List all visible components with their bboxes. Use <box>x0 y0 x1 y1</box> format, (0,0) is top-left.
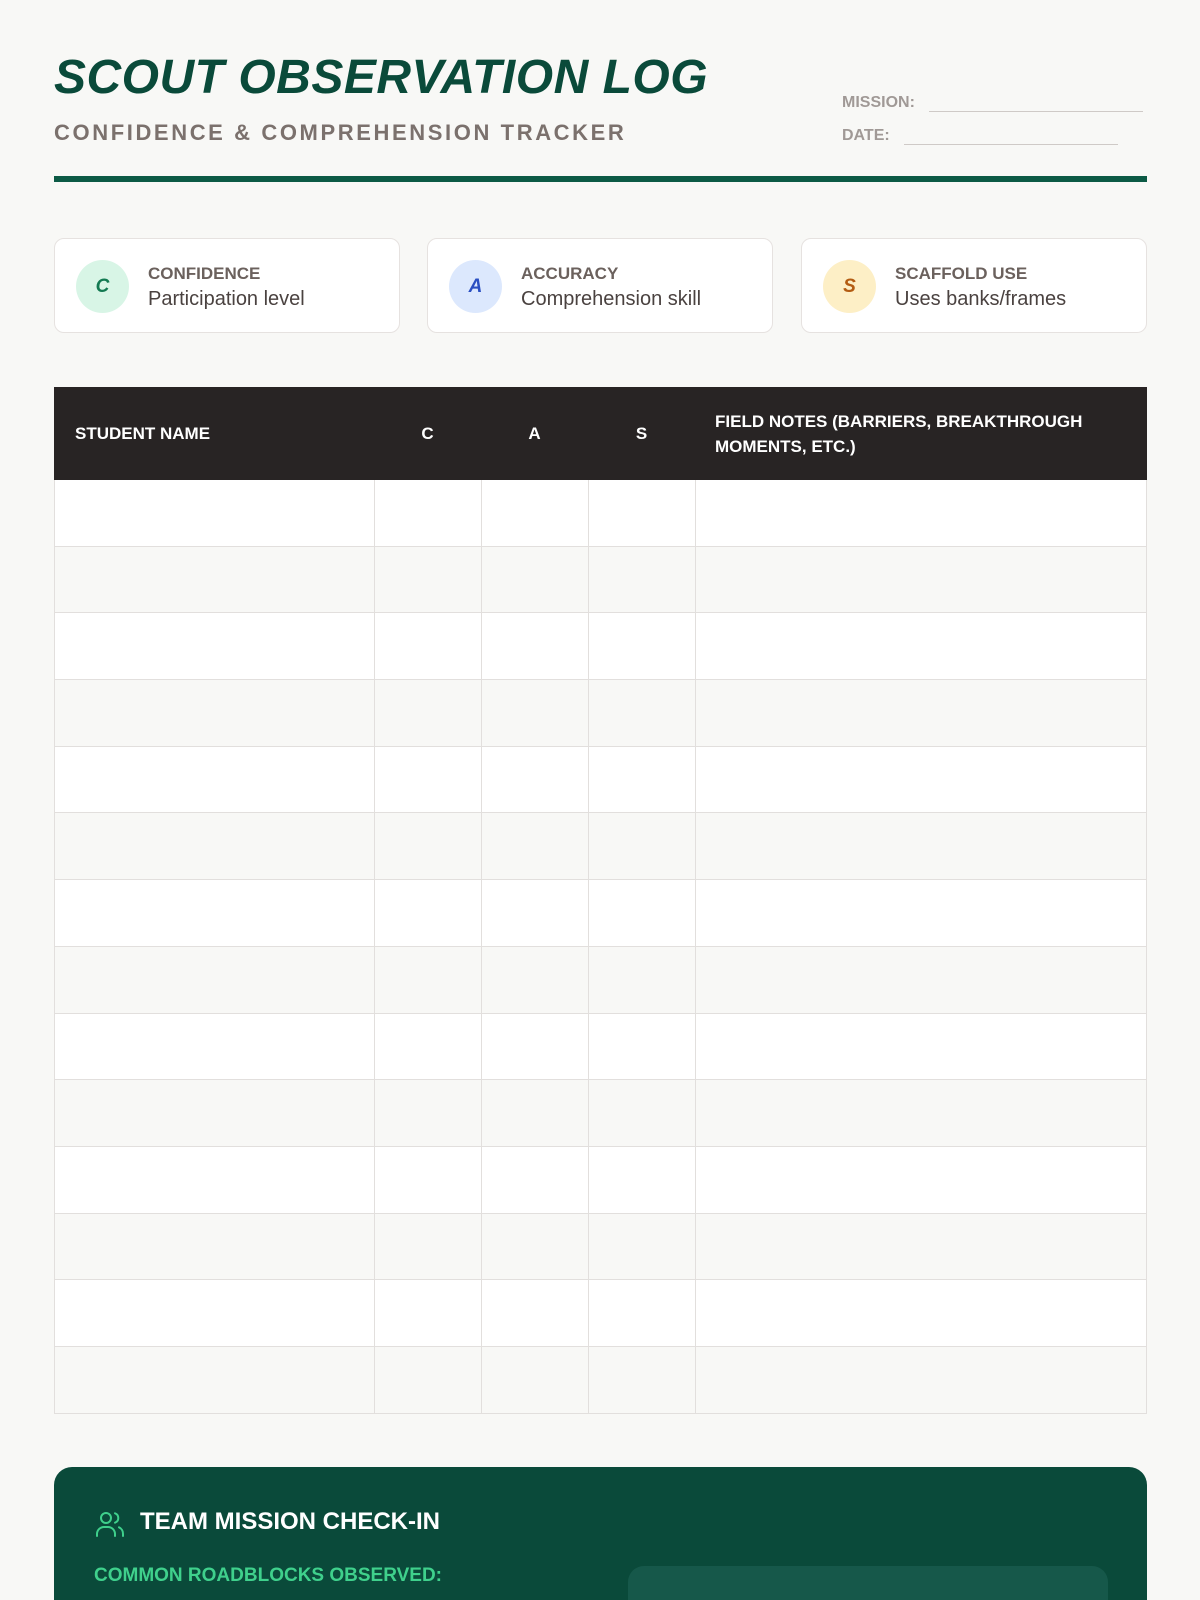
student-name-cell[interactable] <box>55 547 375 613</box>
scaffold-cell[interactable] <box>589 1347 696 1413</box>
legend-card-description: Participation level <box>148 288 305 310</box>
table-row <box>55 680 1146 747</box>
scaffold-cell[interactable] <box>589 547 696 613</box>
table-row <box>55 547 1146 614</box>
confidence-cell[interactable] <box>375 947 482 1013</box>
confidence-cell[interactable] <box>375 880 482 946</box>
confidence-cell[interactable] <box>375 480 482 546</box>
column-header-scaffold: S <box>635 423 648 443</box>
field-notes-cell[interactable] <box>696 880 1146 946</box>
table-row <box>55 1014 1146 1081</box>
student-name-cell[interactable] <box>55 947 375 1013</box>
page-title: SCOUT OBSERVATION LOG <box>54 51 709 104</box>
legend-card-confidence <box>54 238 400 333</box>
legend-card-title: CONFIDENCE <box>148 264 261 283</box>
confidence-cell[interactable] <box>375 1147 482 1213</box>
scaffold-cell[interactable] <box>589 680 696 746</box>
team-mission-check-in <box>54 1467 1147 1600</box>
table-row <box>55 613 1146 680</box>
confidence-cell[interactable] <box>375 1214 482 1280</box>
field-notes-cell[interactable] <box>696 680 1146 746</box>
table-row <box>55 1214 1146 1281</box>
accuracy-cell[interactable] <box>482 1347 589 1413</box>
table-row <box>55 880 1146 947</box>
scaffold-cell[interactable] <box>589 880 696 946</box>
header <box>54 48 1147 184</box>
roadblocks-label: COMMON ROADBLOCKS OBSERVED: <box>94 1565 442 1586</box>
student-name-cell[interactable] <box>55 1280 375 1346</box>
legend-card-scaffold-use <box>801 238 1147 333</box>
student-name-cell[interactable] <box>55 480 375 546</box>
scaffold-badge-icon: S <box>823 260 876 313</box>
accuracy-badge-icon: A <box>449 260 502 313</box>
student-name-cell[interactable] <box>55 747 375 813</box>
student-name-cell[interactable] <box>55 680 375 746</box>
field-notes-cell[interactable] <box>696 1147 1146 1213</box>
team-notes-box[interactable] <box>628 1566 1108 1600</box>
accuracy-cell[interactable] <box>482 1080 589 1146</box>
accuracy-cell[interactable] <box>482 813 589 879</box>
team-section-title: TEAM MISSION CHECK-IN <box>140 1508 440 1535</box>
column-header-student-name: STUDENT NAME <box>75 423 211 443</box>
scaffold-cell[interactable] <box>589 813 696 879</box>
confidence-cell[interactable] <box>375 747 482 813</box>
student-name-cell[interactable] <box>55 1214 375 1280</box>
accuracy-cell[interactable] <box>482 1014 589 1080</box>
scaffold-cell[interactable] <box>589 1147 696 1213</box>
accuracy-cell[interactable] <box>482 547 589 613</box>
scaffold-cell[interactable] <box>589 947 696 1013</box>
legend <box>54 238 1147 333</box>
accuracy-cell[interactable] <box>482 947 589 1013</box>
scaffold-cell[interactable] <box>589 613 696 679</box>
table-row <box>55 747 1146 814</box>
scaffold-cell[interactable] <box>589 1080 696 1146</box>
confidence-badge-icon: C <box>76 260 129 313</box>
table-row <box>55 813 1146 880</box>
confidence-cell[interactable] <box>375 680 482 746</box>
confidence-cell[interactable] <box>375 813 482 879</box>
field-notes-cell[interactable] <box>696 747 1146 813</box>
scaffold-cell[interactable] <box>589 1014 696 1080</box>
field-notes-cell[interactable] <box>696 1347 1146 1413</box>
field-notes-cell[interactable] <box>696 1080 1146 1146</box>
table-row <box>55 947 1146 1014</box>
table-row <box>55 1080 1146 1147</box>
field-notes-cell[interactable] <box>696 480 1146 546</box>
page-subtitle: CONFIDENCE & COMPREHENSION TRACKER <box>54 120 627 145</box>
table-row <box>55 1147 1146 1214</box>
users-icon <box>94 1508 126 1540</box>
column-header-accuracy: A <box>528 423 541 443</box>
student-name-cell[interactable] <box>55 613 375 679</box>
mission-field <box>842 94 1143 112</box>
field-notes-cell[interactable] <box>696 613 1146 679</box>
accuracy-cell[interactable] <box>482 1280 589 1346</box>
confidence-cell[interactable] <box>375 547 482 613</box>
scaffold-cell[interactable] <box>589 1280 696 1346</box>
table-row <box>55 1347 1146 1414</box>
confidence-cell[interactable] <box>375 1347 482 1413</box>
student-name-cell[interactable] <box>55 1347 375 1413</box>
observation-table <box>54 387 1147 1414</box>
student-name-cell[interactable] <box>55 1080 375 1146</box>
scaffold-cell[interactable] <box>589 480 696 546</box>
field-notes-cell[interactable] <box>696 1280 1146 1346</box>
scaffold-cell[interactable] <box>589 1214 696 1280</box>
student-name-cell[interactable] <box>55 813 375 879</box>
student-name-cell[interactable] <box>55 1147 375 1213</box>
field-notes-cell[interactable] <box>696 947 1146 1013</box>
field-notes-cell[interactable] <box>696 813 1146 879</box>
legend-card-accuracy <box>427 238 773 333</box>
table-row <box>55 1280 1146 1347</box>
student-name-cell[interactable] <box>55 1014 375 1080</box>
date-input-line[interactable] <box>904 127 1118 145</box>
field-notes-cell[interactable] <box>696 1214 1146 1280</box>
legend-card-description: Comprehension skill <box>521 288 702 310</box>
legend-card-title: SCAFFOLD USE <box>895 264 1028 283</box>
field-notes-cell[interactable] <box>696 1014 1146 1080</box>
confidence-cell[interactable] <box>375 1280 482 1346</box>
date-field <box>842 127 1118 145</box>
confidence-cell[interactable] <box>375 1014 482 1080</box>
mission-input-line[interactable] <box>929 94 1143 112</box>
table-row <box>55 480 1146 547</box>
table-header <box>54 387 1147 480</box>
column-header-field-notes: FIELD NOTES (BARRIERS, BREAKTHROUGH MOMENTS, ETC.) <box>715 411 1083 456</box>
accuracy-cell[interactable] <box>482 1214 589 1280</box>
table-body <box>54 480 1147 1414</box>
accuracy-cell[interactable] <box>482 1147 589 1213</box>
legend-card-description: Uses banks/frames <box>895 288 1067 310</box>
observation-log-page <box>54 0 1147 1600</box>
mission-label: MISSION: <box>842 94 915 111</box>
column-header-confidence: C <box>421 423 434 443</box>
accuracy-cell[interactable] <box>482 480 589 546</box>
accuracy-cell[interactable] <box>482 880 589 946</box>
scaffold-cell[interactable] <box>589 747 696 813</box>
accuracy-cell[interactable] <box>482 680 589 746</box>
student-name-cell[interactable] <box>55 880 375 946</box>
accuracy-cell[interactable] <box>482 747 589 813</box>
legend-card-title: ACCURACY <box>521 264 619 283</box>
field-notes-cell[interactable] <box>696 547 1146 613</box>
header-divider <box>54 176 1147 182</box>
date-label: DATE: <box>842 127 890 144</box>
confidence-cell[interactable] <box>375 613 482 679</box>
accuracy-cell[interactable] <box>482 613 589 679</box>
confidence-cell[interactable] <box>375 1080 482 1146</box>
